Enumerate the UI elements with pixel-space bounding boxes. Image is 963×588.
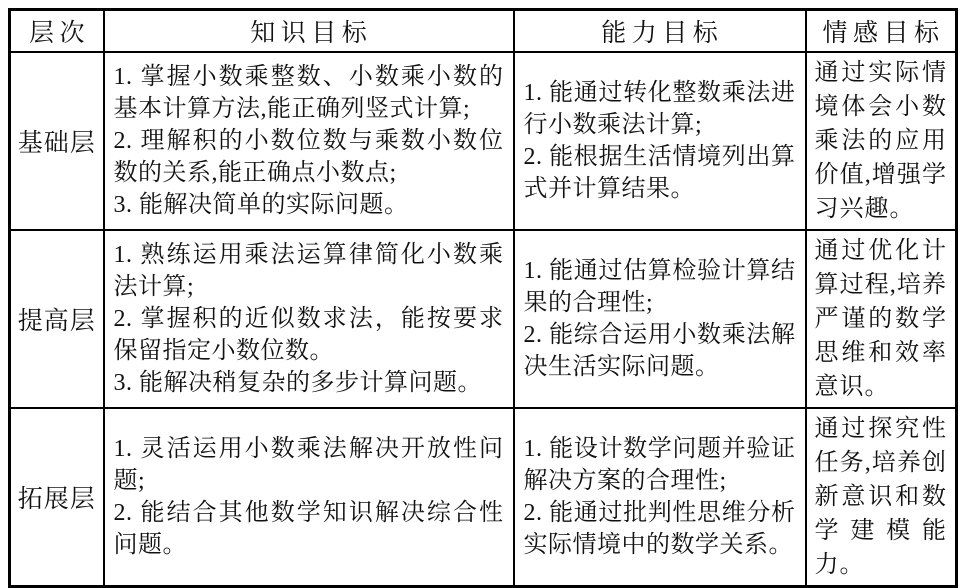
cell-extended-knowledge bbox=[104, 408, 514, 587]
cell-advanced-knowledge bbox=[104, 230, 514, 408]
table-header-row bbox=[10, 10, 957, 52]
objective-item: 1. 熟练运用乘法运算律简化小数乘法计算; bbox=[113, 241, 504, 300]
objective-item: 2. 能综合运用小数乘法解决生活实际问题。 bbox=[523, 321, 796, 380]
header-cell-knowledge: 知识目标 bbox=[104, 10, 514, 52]
objective-item: 2. 能通过批判性思维分析实际情境中的数学关系。 bbox=[523, 499, 796, 558]
objective-item: 1. 掌握小数乘整数、小数乘小数的基本计算方法,能正确列竖式计算; bbox=[113, 63, 504, 122]
table-row-advanced bbox=[10, 230, 957, 408]
objective-item: 2. 掌握积的近似数求法，能按要求保留指定小数位数。 bbox=[113, 305, 504, 364]
tiered-objectives-table bbox=[8, 8, 958, 588]
objective-item: 2. 能根据生活情境列出算式并计算结果。 bbox=[523, 143, 796, 202]
cell-extended-emotion: 通过探究性任务,培养创新意识和数学建模能力。 bbox=[806, 408, 957, 587]
header-cell-level: 层次 bbox=[10, 10, 104, 52]
cell-basic-ability bbox=[514, 52, 806, 230]
cell-advanced-emotion: 通过优化计算过程,培养严谨的数学思维和效率意识。 bbox=[806, 230, 957, 408]
objective-item: 3. 能解决简单的实际问题。 bbox=[113, 191, 409, 218]
objective-item: 2. 能结合其他数学知识解决综合性问题。 bbox=[113, 499, 504, 558]
cell-extended-ability bbox=[514, 408, 806, 587]
objective-item: 3. 能解决稍复杂的多步计算问题。 bbox=[113, 369, 482, 396]
table-row-basic bbox=[10, 52, 957, 230]
objective-item: 1. 能设计数学问题并验证解决方案的合理性; bbox=[523, 435, 796, 494]
cell-basic-knowledge bbox=[104, 52, 514, 230]
header-cell-ability: 能力目标 bbox=[514, 10, 806, 52]
objective-item: 1. 能通过估算检验计算结果的合理性; bbox=[523, 257, 796, 316]
objective-item: 1. 灵活运用小数乘法解决开放性问题; bbox=[113, 435, 504, 494]
level-label-advanced: 提高层 bbox=[10, 230, 104, 408]
level-label-basic: 基础层 bbox=[10, 52, 104, 230]
cell-basic-emotion: 通过实际情境体会小数乘法的应用价值,增强学习兴趣。 bbox=[806, 52, 957, 230]
objective-item: 2. 理解积的小数位数与乘数小数位数的关系,能正确点小数点; bbox=[113, 127, 504, 186]
table-row-extended bbox=[10, 408, 957, 587]
header-cell-emotion: 情感目标 bbox=[806, 10, 957, 52]
level-label-extended: 拓展层 bbox=[10, 408, 104, 587]
objective-item: 1. 能通过转化整数乘法进行小数乘法计算; bbox=[523, 79, 796, 138]
cell-advanced-ability bbox=[514, 230, 806, 408]
